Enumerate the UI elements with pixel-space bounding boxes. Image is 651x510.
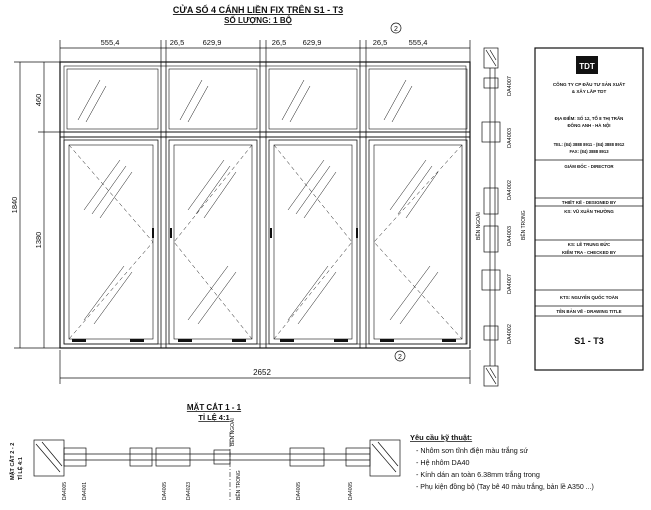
- dim-sash-height: 1380: [34, 231, 43, 249]
- section-marker-top: [391, 23, 401, 33]
- side-profile-5: DA4007: [507, 274, 513, 294]
- tb-designer-role: THIẾT KẾ - DESIGNED BY: [561, 200, 617, 205]
- company-name-1: CÔNG TY CP ĐẦU TƯ SẢN XUẤT: [552, 82, 626, 87]
- svg-text:TDT: TDT: [579, 62, 595, 71]
- tb-checker-name: KS: LÊ TRUNG ĐỨC: [567, 242, 611, 247]
- side-profile-4: DA4003: [507, 226, 513, 246]
- bottom-profile-6: DA4005: [348, 481, 354, 500]
- dim-top-4: 26,5: [271, 38, 287, 47]
- tb-designer-name: KS: VŨ XUÂN THƯỜNG: [564, 209, 614, 214]
- bottom-dimension: [60, 350, 470, 384]
- bottom-profile-3: DA4005: [162, 481, 168, 500]
- hinges: [72, 339, 456, 342]
- company-logo: [576, 56, 598, 74]
- drawing-quantity: SỐ LƯỢNG: 1 BỘ: [224, 16, 292, 25]
- side-mark-in: BÊN TRONG: [521, 210, 527, 240]
- bottom-mark-in: BÊN TRONG: [236, 470, 242, 500]
- dim-top-1: 555,4: [100, 38, 120, 47]
- tb-checker-role: KIỂM TRA - CHECKED BY: [562, 250, 616, 255]
- opening-direction-lines: [69, 145, 462, 339]
- dim-total-height: 1840: [10, 196, 19, 214]
- company-fax: FAX: (84) 3888 8913: [569, 149, 609, 154]
- company-tel: TEL: (84) 3888 8911 - (84) 3888 8912: [553, 142, 625, 147]
- drawing-title: CỬA SỔ 4 CÁNH LIỀN FIX TRÊN S1 - T3: [172, 5, 344, 15]
- requirement-4: - Phụ kiện đồng bộ (Tay bê 40 màu trắng, bản lề A350 ...): [416, 484, 594, 491]
- requirement-1: - Nhôm sơn tĩnh điện màu trắng sứ: [416, 446, 529, 455]
- bottom-profile-1: DA4005: [62, 481, 68, 500]
- dim-fix-height: 460: [34, 93, 43, 107]
- svg-text:2: 2: [394, 26, 398, 33]
- bottom-mark-out: BÊN NGOÀI: [230, 418, 236, 446]
- side-profile-2: DA4003: [507, 128, 513, 148]
- company-name-2: & XÂY LẮP TDT: [571, 89, 607, 94]
- tb-drawing-title-role: TÊN BẢN VẼ - DRAWING TITLE: [556, 309, 622, 314]
- tb-drawing-code: S1 - T3: [574, 336, 604, 346]
- side-profile-1: DA4007: [507, 76, 513, 96]
- svg-text:2: 2: [398, 354, 402, 361]
- side-mark-out: BÊN NGOÀI: [476, 212, 482, 240]
- bottom-profile-4: DA4023: [186, 481, 192, 500]
- company-address-2: ĐÔNG ANH - HÀ NỘI: [567, 123, 611, 128]
- side-profile-3: DA4002: [507, 180, 513, 200]
- section-marker-bottom: [395, 351, 405, 361]
- tb-architect-name: KTS: NGUYỄN QUỐC TOÀN: [559, 295, 619, 300]
- handles: [152, 228, 358, 238]
- glass-hatch: [78, 80, 438, 324]
- window-elevation: [60, 62, 470, 348]
- section-scale: TỈ LỆ 4:1: [198, 413, 230, 422]
- requirements-heading: Yêu cầu kỹ thuật:: [410, 433, 473, 442]
- requirement-2: - Hệ nhôm DA40: [416, 458, 470, 467]
- bottom-profile-5: DA4005: [296, 481, 302, 500]
- company-address-1: ĐỊA ĐIỂM: SỐ 12, TỔ 8 THỊ TRẤN: [554, 116, 624, 121]
- side-section: [482, 48, 500, 386]
- dim-top-7: 555,4: [408, 38, 428, 47]
- dim-top-6: 26,5: [372, 38, 388, 47]
- bottom-profile-2: DA4001: [82, 481, 88, 500]
- section-side-label-2: TỈ LỆ 4:1: [18, 457, 24, 480]
- tb-director-role: GIÁM ĐỐC - DIRECTOR: [564, 164, 614, 169]
- section-side-label-1: MẶT CẮT 2 - 2: [10, 442, 16, 480]
- side-profile-6: DA4002: [507, 324, 513, 344]
- requirement-3: - Kính dán an toàn 6.38mm trắng trong: [416, 470, 540, 479]
- dim-top-2: 26,5: [169, 38, 185, 47]
- dim-top-5: 629,9: [302, 38, 322, 47]
- dim-top-3: 629,9: [202, 38, 222, 47]
- horizontal-section: [34, 440, 400, 476]
- section-title: MẶT CẮT 1 - 1: [186, 403, 242, 412]
- dim-total-width: 2652: [253, 368, 271, 377]
